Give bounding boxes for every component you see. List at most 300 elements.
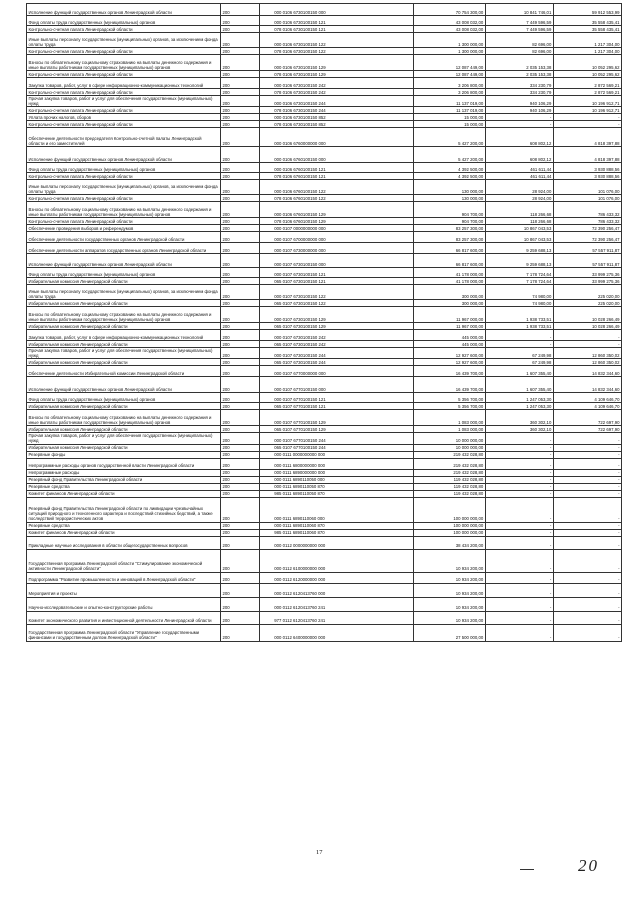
table-row	[27, 114, 622, 121]
row-name: Непрограммные расходы органов государственной власти Ленинградской области	[27, 458, 221, 469]
row-name: Контрольно-счетная палата Ленинградской области	[27, 26, 221, 33]
row-executed: 10 841 746,01	[485, 4, 553, 16]
row-executed: 74 980,00	[485, 285, 553, 300]
table-row	[27, 483, 622, 490]
row-remaining: 72 390 256,47	[553, 225, 621, 232]
table-row	[27, 89, 622, 96]
row-code: 200	[221, 96, 260, 107]
row-code: 200	[221, 393, 260, 403]
row-planned: 11 137 019,00	[413, 107, 485, 114]
row-planned: 130 000,00	[413, 195, 485, 202]
row-code: 200	[221, 33, 260, 48]
row-remaining: -	[553, 522, 621, 529]
row-planned: 3 206 800,00	[413, 78, 485, 89]
handwritten-dash	[520, 869, 534, 870]
row-remaining: 12 860 350,02	[553, 348, 621, 359]
row-name: Фонд оплаты труда государственных (муниципальных) органов	[27, 393, 221, 403]
row-remaining: 10 196 912,71	[553, 96, 621, 107]
row-planned: 904 700,00	[413, 218, 485, 225]
row-executed: -	[485, 597, 553, 611]
row-kbk: 000 0111 0000000000 000	[260, 451, 413, 458]
row-executed: 82 696,00	[485, 48, 553, 55]
row-kbk: 000 0106 6730100150 129	[260, 55, 413, 71]
row-planned: 119 432 028,80	[413, 490, 485, 497]
table-row	[27, 202, 622, 218]
row-kbk: 078 0106 6760100150 129	[260, 218, 413, 225]
row-planned: 100 000 000,00	[413, 522, 485, 529]
row-remaining: 14 832 344,60	[553, 366, 621, 377]
row-executed: 67 249,98	[485, 359, 553, 366]
row-planned: 38 434 200,00	[413, 536, 485, 549]
row-executed: 1 607 355,40	[485, 377, 553, 393]
table-row	[27, 451, 622, 458]
row-name: Контрольно-счетная палата Ленинградской области	[27, 195, 221, 202]
row-executed: -	[485, 611, 553, 624]
row-planned: 10 934 200,00	[413, 611, 485, 624]
row-kbk: 000 0111 6800000000 000	[260, 458, 413, 469]
row-code: 200	[221, 323, 260, 330]
table-row	[27, 469, 622, 476]
row-planned: 66 817 600,00	[413, 254, 485, 268]
row-executed: 461 611,44	[485, 173, 553, 180]
page-number: 17	[316, 849, 323, 856]
row-remaining: 10 028 266,49	[553, 307, 621, 323]
row-executed: 360 302,10	[485, 426, 553, 433]
row-planned: 100 000 000,00	[413, 529, 485, 536]
row-code: 200	[221, 285, 260, 300]
table-row	[27, 300, 622, 307]
row-remaining: 14 832 344,60	[553, 377, 621, 393]
row-executed: -	[485, 483, 553, 490]
row-remaining: -	[553, 497, 621, 522]
row-remaining: 3 930 888,56	[553, 173, 621, 180]
row-name: Фонд оплаты труда государственных (муниципальных) органов	[27, 16, 221, 26]
row-remaining: 72 390 256,47	[553, 232, 621, 243]
row-planned: 16 439 700,00	[413, 366, 485, 377]
row-executed: 7 449 596,59	[485, 16, 553, 26]
row-code: 200	[221, 359, 260, 366]
table-row	[27, 55, 622, 71]
table-row	[27, 458, 622, 469]
row-planned: 41 178 000,00	[413, 278, 485, 285]
row-name: Обеспечение деятельности председателя Контрольно-счетной палаты Ленинградской области и его заместителей	[27, 128, 221, 147]
row-planned: 219 432 028,80	[413, 469, 485, 476]
row-planned: 10 934 200,00	[413, 572, 485, 583]
row-name: Государственная программа Ленинградской области "Управление государственными финансами и государственным долгом Ленинградской области"	[27, 624, 221, 641]
row-planned: 43 008 032,00	[413, 16, 485, 26]
row-remaining: 33 999 275,36	[553, 278, 621, 285]
row-kbk: 000 0107 6770100150 129	[260, 410, 413, 426]
row-remaining: -	[553, 114, 621, 121]
row-planned: 119 432 028,80	[413, 476, 485, 483]
row-executed: 118 266,68	[485, 218, 553, 225]
row-name: Контрольно-счетная палата Ленинградской области	[27, 89, 221, 96]
row-kbk: 000 0112 6120413760 000	[260, 583, 413, 597]
row-remaining: -	[553, 458, 621, 469]
row-remaining: -	[553, 444, 621, 451]
table-row	[27, 403, 622, 410]
row-executed: 10 867 043,53	[485, 232, 553, 243]
row-code: 200	[221, 341, 260, 348]
row-planned: 4 392 500,00	[413, 173, 485, 180]
row-code: 200	[221, 268, 260, 278]
table-row	[27, 268, 622, 278]
row-kbk: 000 0112 6400000000 000	[260, 624, 413, 641]
row-code: 200	[221, 278, 260, 285]
row-code: 200	[221, 377, 260, 393]
row-name: Прочая закупка товаров, работ и услуг для обеспечения государственных (муниципальных) нужд	[27, 348, 221, 359]
row-kbk: 000 0107 6700000000 000	[260, 232, 413, 243]
row-planned: 5 427 200,00	[413, 128, 485, 147]
row-planned: 219 432 028,80	[413, 458, 485, 469]
row-name: Избирательная комиссия Ленинградской области	[27, 444, 221, 451]
row-name: Закупка товаров, работ, услуг в сфере информационно-коммуникационных технологий	[27, 78, 221, 89]
row-name: Взносы по обязательному социальному страхованию на выплаты денежного содержания и иные выплаты работникам государственных (муниципальных) органов	[27, 307, 221, 323]
row-kbk: 065 0107 6770100150 121	[260, 403, 413, 410]
row-planned: 130 000,00	[413, 180, 485, 195]
row-executed: -	[485, 433, 553, 444]
row-kbk: 078 0106 6730100150 852	[260, 121, 413, 128]
row-remaining: -	[553, 469, 621, 476]
row-name: Исполнение функций государственных органов Ленинградской области	[27, 147, 221, 163]
row-remaining: -	[553, 476, 621, 483]
row-remaining: -	[553, 483, 621, 490]
row-planned: 83 257 300,00	[413, 225, 485, 232]
row-code: 200	[221, 536, 260, 549]
row-planned: 10 934 200,00	[413, 583, 485, 597]
row-kbk: 078 0106 6760100150 121	[260, 173, 413, 180]
table-row	[27, 377, 622, 393]
row-planned: 5 427 200,00	[413, 147, 485, 163]
row-executed: 7 178 724,64	[485, 278, 553, 285]
row-name: Резервный фонд Правительства Ленинградской области	[27, 476, 221, 483]
table-row	[27, 366, 622, 377]
row-remaining: 3 930 888,56	[553, 163, 621, 173]
row-code: 200	[221, 490, 260, 497]
row-name: Контрольно-счетная палата Ленинградской области	[27, 121, 221, 128]
row-kbk: 000 0107 6730100150 122	[260, 285, 413, 300]
table-row	[27, 522, 622, 529]
row-remaining: 57 557 911,87	[553, 243, 621, 254]
row-executed: 1 247 053,30	[485, 403, 553, 410]
row-kbk: 000 0106 6760000000 000	[260, 128, 413, 147]
row-kbk: 078 0106 6730100150 121	[260, 26, 413, 33]
row-name: Контрольно-счетная палата Ленинградской области	[27, 218, 221, 225]
row-kbk: 985 0111 6890110060 870	[260, 529, 413, 536]
row-executed: 74 980,00	[485, 300, 553, 307]
row-remaining: 10 028 266,49	[553, 323, 621, 330]
row-kbk: 000 0106 6760100150 121	[260, 163, 413, 173]
row-kbk: 078 0106 6730100150 242	[260, 89, 413, 96]
row-executed: 10 867 043,53	[485, 225, 553, 232]
row-kbk: 977 0112 6120413760 241	[260, 611, 413, 624]
row-remaining: 225 020,00	[553, 285, 621, 300]
table-row	[27, 433, 622, 444]
row-planned: 11 137 019,00	[413, 96, 485, 107]
row-code: 200	[221, 89, 260, 96]
row-kbk: 000 0111 6890110060 870	[260, 522, 413, 529]
row-kbk: 000 0106 6760100150 000	[260, 147, 413, 163]
row-remaining: 59 912 553,99	[553, 4, 621, 16]
table-row	[27, 4, 622, 16]
row-code: 200	[221, 180, 260, 195]
row-name: Иные выплаты персоналу государственных (муниципальных) органов, за исключением фонда оплаты труда	[27, 285, 221, 300]
row-kbk: 065 0107 6730100150 129	[260, 323, 413, 330]
table-row	[27, 476, 622, 483]
row-name: Комитет финансов Ленинградской области	[27, 529, 221, 536]
row-name: Резервные средства	[27, 522, 221, 529]
row-executed: -	[485, 341, 553, 348]
table-row	[27, 497, 622, 522]
row-name: Прочая закупка товаров, работ и услуг для обеспечения государственных (муниципальных) нужд	[27, 96, 221, 107]
row-name: Прикладные научные исследования в области общегосударственных вопросов	[27, 536, 221, 549]
row-remaining: 10 196 912,71	[553, 107, 621, 114]
row-code: 200	[221, 444, 260, 451]
row-kbk: 000 0106 6730100150 121	[260, 16, 413, 26]
row-remaining: 35 558 435,41	[553, 16, 621, 26]
row-planned: 1 083 000,00	[413, 410, 485, 426]
row-executed: -	[485, 583, 553, 597]
row-kbk: 000 0107 6730100150 244	[260, 348, 413, 359]
row-name: Фонд оплаты труда государственных (муниципальных) органов	[27, 163, 221, 173]
row-remaining: -	[553, 433, 621, 444]
row-name: Закупка товаров, работ, услуг в сфере информационно-коммуникационных технологий	[27, 330, 221, 341]
budget-table	[26, 3, 622, 642]
row-kbk: 000 0112 6120000000 000	[260, 572, 413, 583]
row-kbk: 000 0112 6100000000 000	[260, 549, 413, 572]
row-planned: 100 000 000,00	[413, 497, 485, 522]
row-kbk: 000 0111 6890110050 000	[260, 476, 413, 483]
table-row	[27, 121, 622, 128]
row-name: Избирательная комиссия Ленинградской области	[27, 300, 221, 307]
row-planned: 445 000,00	[413, 341, 485, 348]
row-code: 200	[221, 426, 260, 433]
row-code: 200	[221, 232, 260, 243]
row-executed: -	[485, 490, 553, 497]
row-name: Взносы по обязательному социальному страхованию на выплаты денежного содержания и иные выплаты работникам государственных (муниципальных) органов	[27, 410, 221, 426]
row-remaining: 4 818 397,88	[553, 128, 621, 147]
row-executed: -	[485, 529, 553, 536]
row-name: Избирательная комиссия Ленинградской области	[27, 323, 221, 330]
row-kbk: 000 0107 6730100150 129	[260, 307, 413, 323]
row-executed: -	[485, 624, 553, 641]
row-code: 200	[221, 55, 260, 71]
row-name: Комитет финансов Ленинградской области	[27, 490, 221, 497]
row-kbk: 065 0107 6770100150 244	[260, 444, 413, 451]
table-row	[27, 330, 622, 341]
row-executed: 2 035 153,38	[485, 71, 553, 78]
row-remaining: -	[553, 451, 621, 458]
table-row	[27, 624, 622, 641]
table-row	[27, 107, 622, 114]
row-executed: -	[485, 330, 553, 341]
row-executed: -	[485, 451, 553, 458]
row-code: 200	[221, 307, 260, 323]
row-code: 200	[221, 572, 260, 583]
row-planned: 219 432 028,80	[413, 451, 485, 458]
row-executed: 7 178 724,64	[485, 268, 553, 278]
row-planned: 66 817 600,00	[413, 243, 485, 254]
row-name: Уплата прочих налогов, сборов	[27, 114, 221, 121]
row-remaining: -	[553, 330, 621, 341]
row-executed: 1 938 733,51	[485, 323, 553, 330]
table-row	[27, 285, 622, 300]
row-code: 200	[221, 163, 260, 173]
row-kbk: 000 0106 6730100150 000	[260, 4, 413, 16]
row-remaining: -	[553, 536, 621, 549]
row-name: Обеспечение деятельности аппаратов государственных органов Ленинградской области	[27, 243, 221, 254]
row-executed: 608 802,12	[485, 128, 553, 147]
table-row	[27, 33, 622, 48]
row-kbk: 000 0106 6730100150 852	[260, 114, 413, 121]
budget-table-body	[27, 4, 622, 642]
row-code: 200	[221, 403, 260, 410]
table-row	[27, 232, 622, 243]
row-planned: 1 300 000,00	[413, 33, 485, 48]
row-executed: 2 035 153,38	[485, 55, 553, 71]
row-planned: 43 008 032,00	[413, 26, 485, 33]
table-row	[27, 48, 622, 55]
row-code: 200	[221, 549, 260, 572]
row-kbk: 000 0111 6890110050 870	[260, 483, 413, 490]
row-kbk: 000 0111 6890110060 000	[260, 497, 413, 522]
row-kbk: 065 0107 6730100150 242	[260, 341, 413, 348]
row-code: 200	[221, 26, 260, 33]
row-executed: 940 106,29	[485, 96, 553, 107]
table-row	[27, 225, 622, 232]
row-name: Резервный фонд Правительства Ленинградской области по ликвидации чрезвычайных ситуаций природного и техногенного характера и последствий стихийных бедствий, а также последствий террористических актов	[27, 497, 221, 522]
row-executed: 360 302,10	[485, 410, 553, 426]
row-planned: 12 927 600,00	[413, 348, 485, 359]
row-planned: 119 432 028,80	[413, 483, 485, 490]
row-name: Взносы по обязательному социальному страхованию на выплаты денежного содержания и иные выплаты работникам государственных (муниципальных) органов	[27, 202, 221, 218]
row-executed: 28 924,00	[485, 195, 553, 202]
row-executed: 334 230,79	[485, 89, 553, 96]
row-code: 200	[221, 121, 260, 128]
row-name: Избирательная комиссия Ленинградской области	[27, 426, 221, 433]
row-remaining: 12 860 350,02	[553, 359, 621, 366]
row-executed: 334 230,79	[485, 78, 553, 89]
table-row	[27, 16, 622, 26]
row-planned: 5 356 700,00	[413, 403, 485, 410]
table-row	[27, 536, 622, 549]
row-kbk: 000 0107 6770100150 121	[260, 393, 413, 403]
table-row	[27, 323, 622, 330]
row-executed: 1 938 733,51	[485, 307, 553, 323]
row-code: 200	[221, 300, 260, 307]
row-code: 200	[221, 529, 260, 536]
table-row	[27, 341, 622, 348]
row-executed: -	[485, 536, 553, 549]
row-remaining: -	[553, 583, 621, 597]
row-remaining: 4 109 646,70	[553, 393, 621, 403]
row-executed: -	[485, 522, 553, 529]
row-planned: 10 000 000,00	[413, 444, 485, 451]
table-row	[27, 348, 622, 359]
row-name: Подпрограмма "Развитие промышленности и инноваций в Ленинградской области"	[27, 572, 221, 583]
row-code: 200	[221, 583, 260, 597]
row-remaining: -	[553, 597, 621, 611]
row-planned: 3 206 800,00	[413, 89, 485, 96]
row-planned: 11 967 000,00	[413, 323, 485, 330]
row-name: Научно-исследовательские и опытно-конструкторские работы	[27, 597, 221, 611]
row-planned: 300 000,00	[413, 285, 485, 300]
row-remaining: -	[553, 611, 621, 624]
row-remaining: 57 557 911,87	[553, 254, 621, 268]
row-code: 200	[221, 48, 260, 55]
row-remaining: 101 076,00	[553, 195, 621, 202]
row-code: 200	[221, 173, 260, 180]
table-row	[27, 529, 622, 536]
row-name: Обеспечение проведения выборов и референдумов	[27, 225, 221, 232]
row-name: Контрольно-счетная палата Ленинградской области	[27, 173, 221, 180]
table-row	[27, 597, 622, 611]
table-row	[27, 218, 622, 225]
table-row	[27, 173, 622, 180]
table-row	[27, 180, 622, 195]
row-executed: -	[485, 121, 553, 128]
row-kbk: 065 0107 6770100150 129	[260, 426, 413, 433]
row-code: 200	[221, 218, 260, 225]
row-code: 200	[221, 107, 260, 114]
row-planned: 27 500 000,00	[413, 624, 485, 641]
row-code: 200	[221, 366, 260, 377]
table-row	[27, 359, 622, 366]
row-code: 200	[221, 4, 260, 16]
table-row	[27, 195, 622, 202]
row-planned: 10 000 000,00	[413, 433, 485, 444]
row-kbk: 000 0107 6770000000 000	[260, 366, 413, 377]
row-planned: 1 083 000,00	[413, 426, 485, 433]
row-kbk: 078 0106 6760100150 122	[260, 195, 413, 202]
row-code: 200	[221, 451, 260, 458]
row-code: 200	[221, 147, 260, 163]
row-code: 200	[221, 497, 260, 522]
row-executed: 461 611,44	[485, 163, 553, 173]
row-executed: -	[485, 572, 553, 583]
table-row	[27, 490, 622, 497]
row-planned: 41 178 000,00	[413, 268, 485, 278]
row-name: Резервные средства	[27, 483, 221, 490]
row-planned: 16 439 700,00	[413, 377, 485, 393]
row-kbk: 065 0107 6730100150 244	[260, 359, 413, 366]
row-kbk: 000 0107 6730100150 121	[260, 268, 413, 278]
row-executed: 608 802,12	[485, 147, 553, 163]
row-name: Взносы по обязательному социальному страхованию на выплаты денежного содержания и иные выплаты работникам государственных (муниципальных) органов	[27, 55, 221, 71]
row-executed: 9 259 688,13	[485, 243, 553, 254]
row-name: Иные выплаты персоналу государственных (муниципальных) органов, за исключением фонда оплаты труда	[27, 180, 221, 195]
row-remaining: 33 999 275,36	[553, 268, 621, 278]
row-code: 200	[221, 71, 260, 78]
row-code: 200	[221, 458, 260, 469]
row-executed: -	[485, 458, 553, 469]
row-code: 200	[221, 16, 260, 26]
table-row	[27, 163, 622, 173]
row-kbk: 000 0111 6890000000 000	[260, 469, 413, 476]
row-name: Избирательная комиссия Ленинградской области	[27, 359, 221, 366]
row-code: 200	[221, 254, 260, 268]
row-remaining: 722 697,90	[553, 410, 621, 426]
row-executed: 118 266,68	[485, 202, 553, 218]
row-code: 200	[221, 348, 260, 359]
row-planned: 12 087 449,00	[413, 71, 485, 78]
row-kbk: 000 0107 6730000000 000	[260, 243, 413, 254]
row-planned: 300 000,00	[413, 300, 485, 307]
row-kbk: 000 0106 6760100150 122	[260, 180, 413, 195]
row-remaining: 1 217 304,00	[553, 33, 621, 48]
row-executed: -	[485, 549, 553, 572]
row-planned: 11 967 000,00	[413, 307, 485, 323]
